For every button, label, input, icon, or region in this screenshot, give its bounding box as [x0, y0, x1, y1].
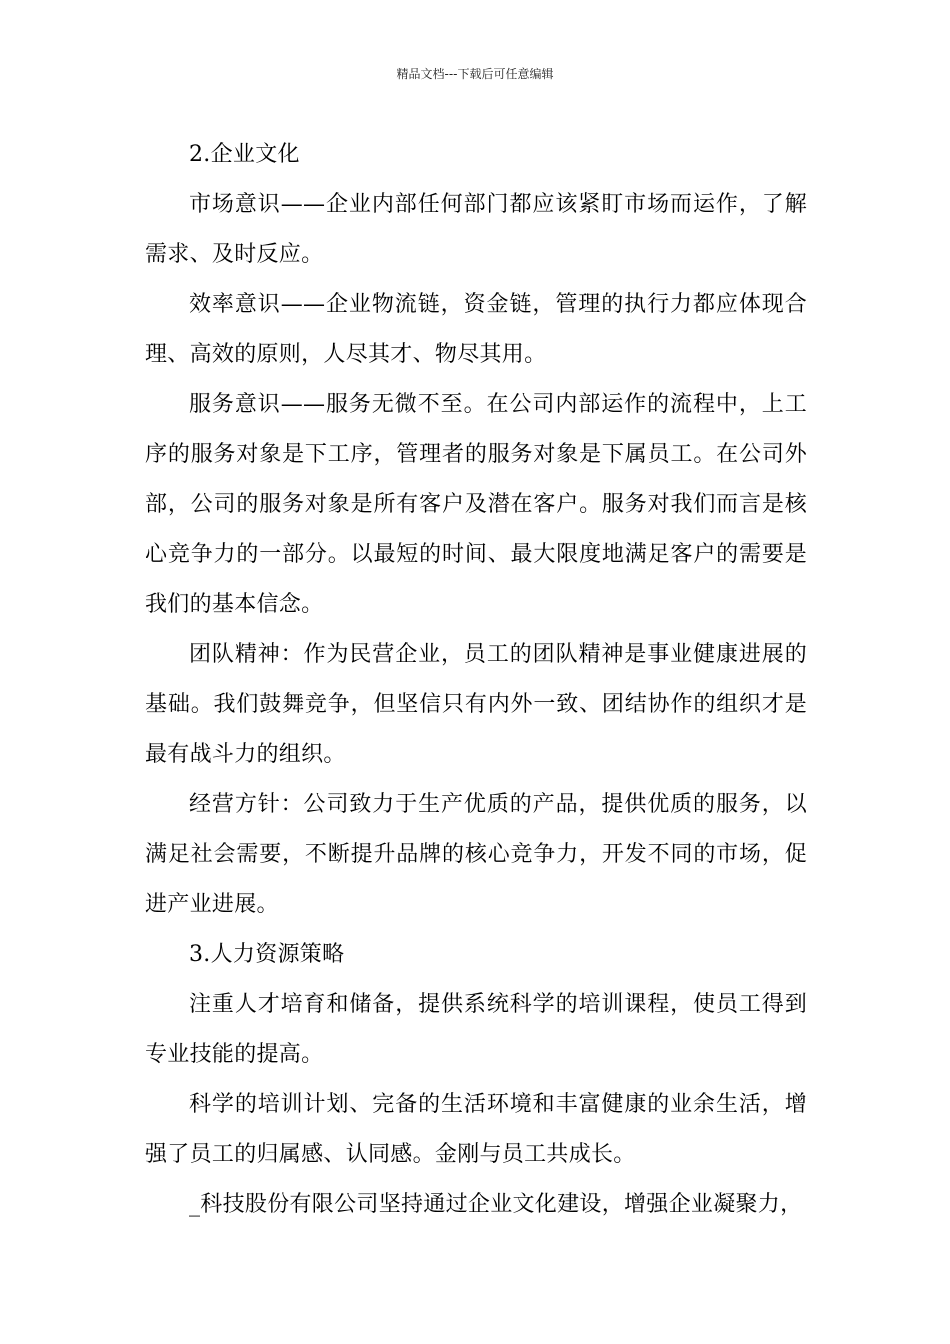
paragraph-business-policy: 经营方针：公司致力于生产优质的产品，提供优质的服务，以满足社会需要，不断提升品牌的核心竞争力，开发不同的市场，促进产业进展。 — [145, 792, 807, 917]
page-header: 精品文档---下载后可任意编辑 — [396, 67, 554, 81]
section-heading-corporate-culture: 2.企业文化 — [189, 142, 300, 167]
paragraph-market-awareness: 市场意识——企业内部任何部门都应该紧盯市场而运作，了解需求、及时反应。 — [145, 192, 807, 267]
paragraph-training-environment: 科学的培训计划、完备的生活环境和丰富健康的业余生活，增强了员工的归属感、认同感。金刚与员工共成长。 — [145, 1092, 807, 1167]
paragraph-team-spirit: 团队精神：作为民营企业，员工的团队精神是事业健康进展的基础。我们鼓舞竞争，但坚信只有内外一致、团结协作的组织才是最有战斗力的组织。 — [145, 642, 807, 767]
paragraph-service-awareness: 服务意识——服务无微不至。在公司内部运作的流程中，上工序的服务对象是下工序，管理者的服务对象是下属员工。在公司外部，公司的服务对象是所有客户及潜在客户。服务对我们而言是核心竞争力的一部分。以最短的时间、最大限度地满足客户的需要是我们的基本信念。 — [145, 392, 807, 617]
paragraph-company-culture: _科技股份有限公司坚持通过企业文化建设，增强企业凝聚力， — [189, 1192, 803, 1217]
document-body — [145, 130, 807, 1230]
section-heading-hr-strategy: 3.人力资源策略 — [189, 942, 345, 967]
paragraph-efficiency-awareness: 效率意识——企业物流链，资金链，管理的执行力都应体现合理、高效的原则，人尽其才、物尽其用。 — [145, 292, 807, 367]
paragraph-talent-training: 注重人才培育和储备，提供系统科学的培训课程，使员工得到专业技能的提高。 — [145, 992, 807, 1067]
